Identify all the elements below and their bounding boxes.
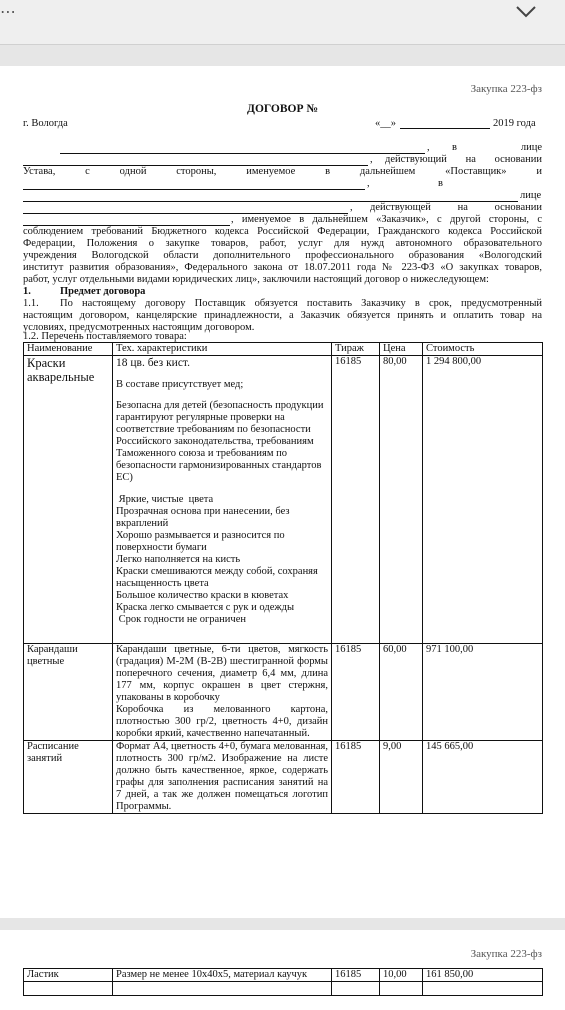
item-total: 145 665,00	[423, 741, 543, 814]
column-header: Наименование	[24, 343, 113, 356]
item-qty: 16185	[332, 356, 380, 644]
section-title: Предмет договора	[60, 286, 146, 297]
item-spec: 18 цв. без кист. В составе присутствует мед; Безопасна для детей (безопасность продукции гарантируют регулярные проверки на соответствие требованиям по безопасности Российского законодательства, требованиям Таможенного союза и требованиям по безопасности гармонизированных стандартов ЕС) Яркие, чистые цвета Прозрачная основа при нанесении, без вкраплений Хорошо размывается и разносится по поверхности бумаги Легко наполняется на кисть Краски смешиваются между собой, сохраняя насыщенность цвета Большое количество краски в кюветах Краска легко смывается с рук и одежды Срок годности не ограничен	[113, 356, 332, 644]
comma: ,	[427, 142, 430, 153]
goods-table	[23, 342, 543, 814]
more-options-icon[interactable]: ⋯	[0, 2, 18, 21]
item-qty: 16185	[332, 741, 380, 814]
column-header: Цена	[380, 343, 423, 356]
text-line: в лице	[452, 142, 542, 153]
comma: ,	[367, 178, 370, 189]
table-row	[24, 969, 543, 982]
document-page-1	[0, 66, 565, 918]
text-line: работ, услуг отдельными видами юридических лиц», заключили настоящий договор о нижеследующем:	[23, 274, 489, 285]
text-line: По настоящему договору Поставщик обязуется поставить Заказчику в срок, предусмотренный	[60, 298, 542, 309]
item-name: Ластик	[24, 969, 113, 982]
page-header: Закупка 223-фз	[470, 948, 542, 960]
text-line: условиях, предусмотренных настоящим договором.	[23, 322, 255, 333]
goods-table-continued	[23, 968, 543, 996]
column-header: Тираж	[332, 343, 380, 356]
column-header: Стоимость	[423, 343, 543, 356]
document-title: ДОГОВОР №	[247, 103, 318, 115]
clause-number: 1.1.	[23, 298, 39, 309]
item-name: Краски акварельные	[24, 356, 113, 644]
item-price: 9,00	[380, 741, 423, 814]
table-row	[24, 356, 543, 644]
date-year: 2019 года	[493, 118, 536, 129]
item-price: 60,00	[380, 644, 423, 741]
item-total: 1 294 800,00	[423, 356, 543, 644]
text-line: действующий на основании	[385, 154, 542, 165]
table-row	[24, 644, 543, 741]
text-line: , именуемое в дальнейшем «Заказчик», с другой стороны, с	[231, 214, 542, 225]
parties-line-3: Устава, с одной стороны, именуемое в дальнейшем «Поставщик» и	[23, 166, 542, 177]
item-spec: Карандаши цветные, 6-ти цветов, мягкость (градация) М-2М (В-2В) шестигранной формы поперечного сечения, диаметр 6,4 мм, длина 177 мм, корпус окрашен в цвет стержня, упакованы в коробочку Коробочка из мелованного картона, плотностью 300 гр/2, цветность 4+0, дизайн коробки яркий, качественно напечатанный.	[113, 644, 332, 741]
text-word: лице	[520, 190, 542, 201]
text-word: в	[438, 178, 443, 189]
item-qty: 16185	[332, 644, 380, 741]
item-total: 161 850,00	[423, 969, 543, 982]
customer-name-blank	[23, 189, 365, 190]
item-spec: Размер не менее 10х40х5, материал каучук	[113, 969, 332, 982]
comma: ,	[370, 154, 373, 165]
item-price: 10,00	[380, 969, 423, 982]
page-header: Закупка 223-фз	[470, 83, 542, 95]
item-price: 80,00	[380, 356, 423, 644]
text-line: соблюдением требований Бюджетного кодекса Российской Федерации, Гражданского кодекса Российской	[23, 226, 542, 237]
column-header: Тех. характеристики	[113, 343, 332, 356]
text-line: настоящим договором, канцелярские принадлежности, а Заказчик обязуется принять и оплатить товар на	[23, 310, 542, 321]
item-spec: Формат А4, цветность 4+0, бумага мелованная, плотность 300 гр/м2. Изображение на листе должно быть качественное, яркое, содержать графы для заполнения расписания занятий на 7 дней, а так же должен помещаться логотип Программы.	[113, 741, 332, 814]
comma: ,	[350, 202, 353, 213]
item-total: 971 100,00	[423, 644, 543, 741]
table-row	[24, 741, 543, 814]
date-month-blank	[400, 128, 490, 129]
section-number: 1.	[23, 286, 31, 297]
text-line: Федерации, Положения о закупке товаров, работ, услуг для нужд автономного образовательного	[23, 238, 542, 249]
text-line: учреждения Вологодской области дополнительного профессионального образования «Вологодский	[23, 250, 542, 261]
text-line: действующей на основании	[370, 202, 542, 213]
text-line: институт развития образования», Федерального закона от 18.07.2011 года № 223-ФЗ «О закупках товаров,	[23, 262, 542, 273]
document-page-2	[0, 930, 565, 1010]
table-header-row	[24, 343, 543, 356]
item-qty: 16185	[332, 969, 380, 982]
item-name: Карандаши цветные	[24, 644, 113, 741]
viewer-toolbar	[0, 0, 565, 45]
city: г. Вологда	[23, 118, 68, 129]
chevron-down-icon[interactable]	[514, 2, 538, 22]
clause-1-2: 1.2. Перечень поставляемого товара:	[23, 331, 187, 342]
table-row	[24, 982, 543, 996]
date-day: «__»	[375, 118, 396, 129]
item-name: Расписание занятий	[24, 741, 113, 814]
